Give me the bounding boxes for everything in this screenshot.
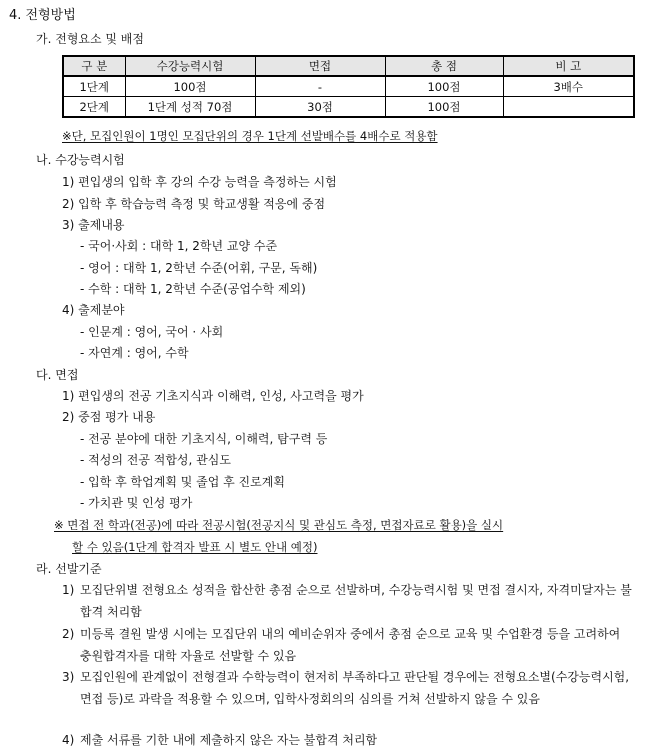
list-item: - 국어·사회 : 대학 1, 2학년 교양 수준: [80, 239, 278, 253]
subsection-title-ga: 가. 전형요소 및 배점: [36, 32, 144, 46]
list-item: - 입학 후 학업계획 및 졸업 후 진로계획: [80, 475, 285, 489]
table-cell: [503, 97, 634, 118]
table-header-cell: 총 점: [385, 56, 503, 76]
subsection-title-da: 다. 면접: [36, 368, 79, 382]
table-header-cell: 면접: [255, 56, 385, 76]
table-header-cell: 수강능력시험: [125, 56, 255, 76]
list-item: 3) 출제내용: [62, 218, 125, 232]
table-cell: 30점: [255, 97, 385, 118]
section-heading: 4. 전형방법: [9, 8, 76, 23]
interview-note-line2: 할 수 있음(1단계 합격자 발표 시 별도 안내 예정): [72, 540, 318, 554]
table-cell: 100점: [385, 76, 503, 97]
table-cell: 1단계: [63, 76, 125, 97]
table-row: [63, 97, 634, 118]
table-cell: 3배수: [503, 76, 634, 97]
criteria-number: 2): [62, 627, 75, 641]
table-header-row: [63, 56, 634, 76]
list-item: 1) 편입생의 입학 후 강의 수강 능력을 측정하는 시험: [62, 175, 337, 189]
criteria-number: 4): [62, 733, 75, 747]
list-item: - 적성의 전공 적합성, 관심도: [80, 453, 231, 467]
criteria-number: 1): [62, 583, 75, 597]
table-cell: 1단계 성적 70점: [125, 97, 255, 118]
list-item: 2) 중점 평가 내용: [62, 410, 156, 424]
table-cell: 100점: [385, 97, 503, 118]
score-table: [62, 55, 635, 118]
list-item: - 자연계 : 영어, 수학: [80, 346, 189, 360]
list-item: 2) 입학 후 학습능력 측정 및 학교생활 적응에 중점: [62, 197, 326, 211]
list-item: - 수학 : 대학 1, 2학년 수준(공업수학 제외): [80, 282, 306, 296]
list-item: 1) 편입생의 전공 기초지식과 이해력, 인성, 사고력을 평가: [62, 389, 364, 403]
table-row: [63, 76, 634, 97]
table-cell: 100점: [125, 76, 255, 97]
criteria-number: 3): [62, 670, 75, 684]
list-item: - 영어 : 대학 1, 2학년 수준(어휘, 구문, 독해): [80, 261, 318, 275]
list-item: - 가치관 및 인성 평가: [80, 496, 193, 510]
table-header-cell: 구 분: [63, 56, 125, 76]
selection-ratio-note: ※단, 모집인원이 1명인 모집단위의 경우 1단계 선발배수를 4배수로 적용함: [62, 129, 438, 143]
table-header-cell: 비 고: [503, 56, 634, 76]
list-item: 4) 출제분야: [62, 303, 125, 317]
list-item: - 전공 분야에 대한 기초지식, 이해력, 탐구력 등: [80, 432, 328, 446]
subsection-title-na: 나. 수강능력시험: [36, 153, 125, 167]
subsection-title-ra: 라. 선발기준: [36, 562, 102, 576]
criteria-text: 미등록 결원 발생 시에는 모집단위 내의 예비순위자 중에서 총점 순으로 교육 및 수업환경 등을 고려하여 충원합격자를 대학 자율로 선발할 수 있음: [80, 627, 621, 663]
list-item: - 인문계 : 영어, 국어 · 사회: [80, 325, 224, 339]
interview-note-line1: ※ 면접 전 학과(전공)에 따라 전공시험(전공지식 및 관심도 측정, 면접자료로 활용)을 실시: [54, 518, 504, 532]
criteria-text: 모집단위별 전형요소 성적을 합산한 총점 순으로 선발하며, 수강능력시험 및 면접 결시자, 자격미달자는 불합격 처리함: [80, 583, 632, 619]
table-cell: -: [255, 76, 385, 97]
table-cell: 2단계: [63, 97, 125, 118]
criteria-text: 모집인원에 관계없이 전형결과 수학능력이 현저히 부족하다고 판단될 경우에는 전형요소별(수강능력시험, 면접 등)로 과락을 적용할 수 있으며, 입학사정회의의 심의를 거쳐 선발하지 않을 수 있음: [80, 670, 630, 706]
criteria-text: 제출 서류를 기한 내에 제출하지 않은 자는 불합격 처리함: [80, 733, 378, 747]
